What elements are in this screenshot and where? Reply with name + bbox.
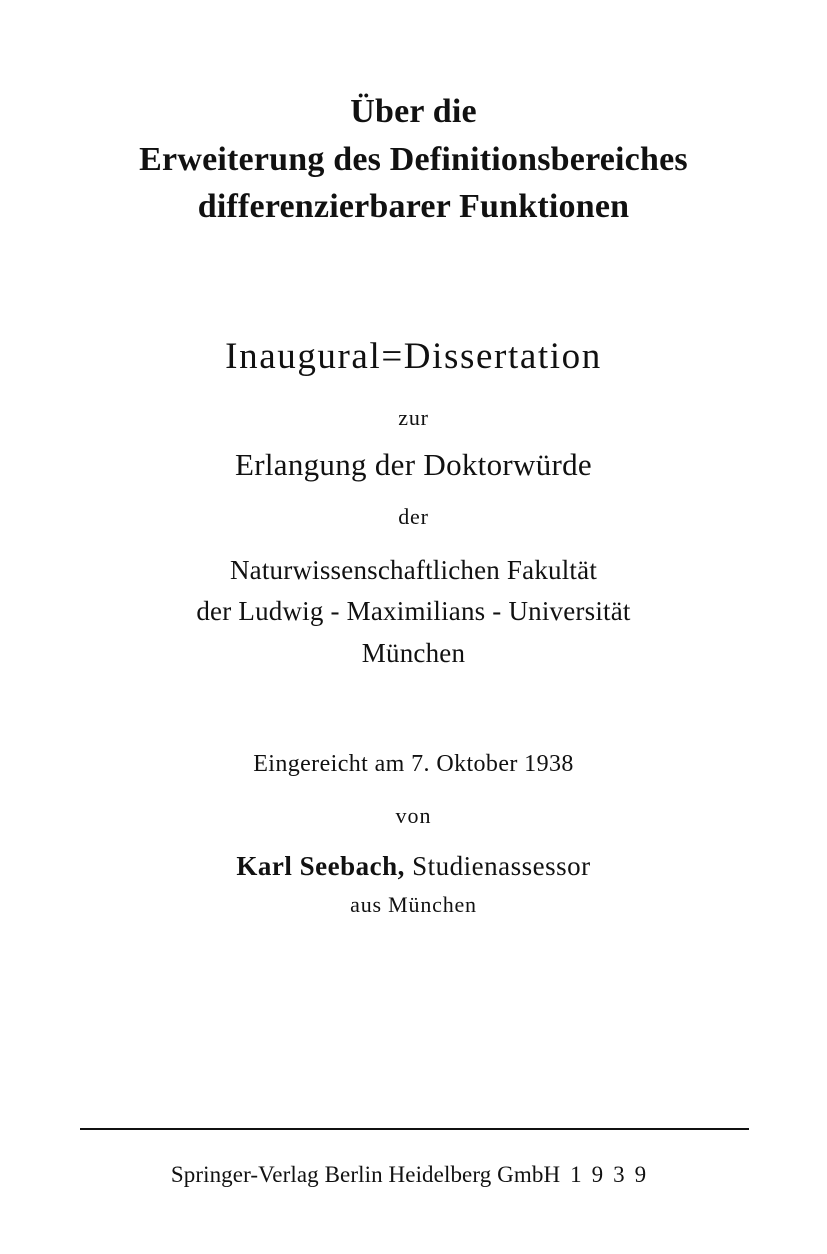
- author-line: [0, 853, 827, 880]
- publisher-name: Springer-Verlag Berlin Heidelberg GmbH: [170, 1162, 561, 1187]
- imprint-line: [0, 1163, 827, 1186]
- author-title: Studienassessor: [412, 851, 591, 881]
- publication-year: 1939: [570, 1162, 657, 1187]
- zur-text: zur: [398, 405, 429, 430]
- author-name: Karl Seebach,: [236, 851, 405, 881]
- title-line-2: Erweiterung des Definitionsbereiches: [139, 141, 688, 178]
- der-text: der: [398, 504, 429, 529]
- faculty-line-2: der Ludwig - Maximilians - Universität: [196, 596, 631, 626]
- submission-date: Eingereicht am 7. Oktober 1938: [253, 751, 574, 777]
- city-text: München: [361, 638, 466, 668]
- divider-rule: [80, 1128, 749, 1130]
- title-line-1: Über die: [350, 93, 477, 130]
- purpose-text: Erlangung der Doktorwürde: [234, 447, 592, 482]
- title-line-3: differenzierbarer Funktionen: [197, 188, 630, 225]
- dissertation-heading: Inaugural=Dissertation: [225, 336, 602, 377]
- author-origin: aus München: [350, 892, 477, 917]
- faculty-line-1: Naturwissenschaftlichen Fakultät: [229, 555, 598, 585]
- von-text: von: [395, 803, 432, 828]
